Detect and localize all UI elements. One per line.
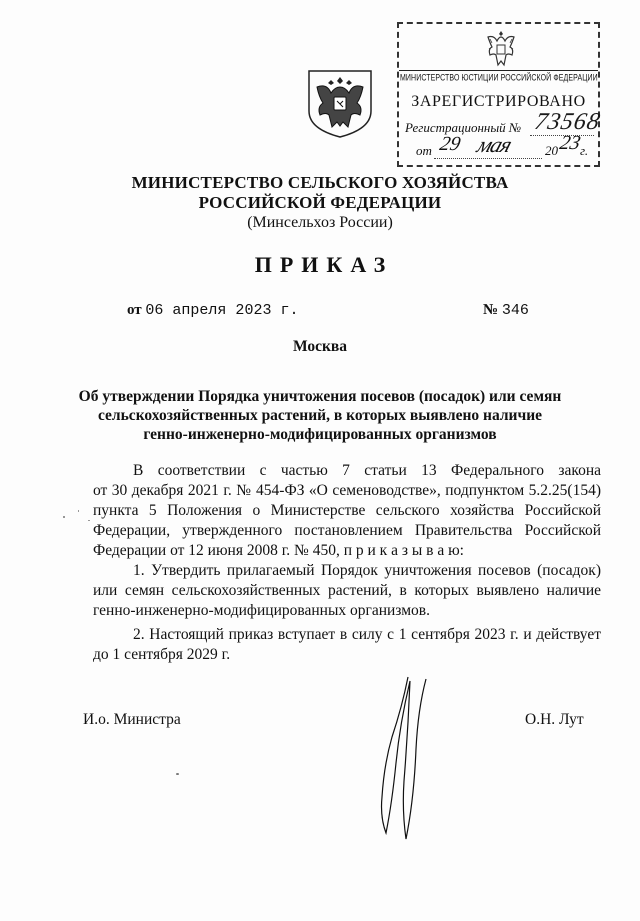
- order-number: [483, 302, 529, 319]
- body-line: генно-инженерно-модифицированных организмов.: [93, 602, 430, 619]
- body-line: В соответствии с частью 7 статьи 13 Федерального закона: [133, 462, 601, 479]
- body-line: 2. Настоящий приказ вступает в силу с 1 сентября 2023 г. и действует: [133, 626, 601, 643]
- stamp-divider: [399, 70, 598, 71]
- scan-speck: [88, 520, 90, 521]
- stamp-date-month: мая: [474, 132, 515, 157]
- stamp-dotted-line: [434, 158, 542, 159]
- stamp-date-suffix: г.: [580, 143, 589, 158]
- body-line: от 30 декабря 2021 г. № 454-ФЗ «О семеноводстве», подпунктом 5.2.25(154): [93, 482, 601, 499]
- body-line: до 1 сентября 2029 г.: [93, 646, 231, 663]
- body-line: пункта 5 Положения о Министерстве сельского хозяйства Российской: [93, 502, 601, 519]
- body-text: Федерации от 12 июня 2008 г. № 450,: [93, 542, 344, 559]
- body-line: [93, 542, 464, 560]
- scan-speck: [176, 773, 179, 775]
- title-line: сельскохозяйственных растений, в которых выявлено наличие: [97, 407, 543, 424]
- body-line: Федерации, утвержденного постановлением Правительства Российской: [93, 522, 601, 539]
- ministry-name-line1: МИНИСТЕРСТВО СЕЛЬСКОГО ХОЗЯЙСТВА: [131, 173, 509, 192]
- ministry-name-line2: РОССИЙСКОЙ ФЕДЕРАЦИИ: [198, 193, 442, 212]
- scan-speck: [63, 516, 65, 518]
- body-text-spaced: п р и к а з ы в а ю:: [343, 542, 464, 559]
- stamp-date-year-suffix: 23: [557, 132, 583, 154]
- document-type: ПРИКАЗ: [254, 252, 394, 277]
- stamp-regnum-value: 73568: [532, 109, 603, 135]
- handwritten-signature-icon: [368, 673, 438, 843]
- stamp-date-day: 29: [437, 133, 463, 155]
- signatory-name: О.Н. Лут: [525, 711, 584, 728]
- order-number-value: 346: [501, 302, 529, 319]
- order-date: [127, 302, 298, 319]
- body-line: 1. Утвердить прилагаемый Порядок уничтожения посевов (посадок): [133, 562, 601, 579]
- title-line: Об утверждении Порядка уничтожения посевов (посадок) или семян: [78, 388, 562, 405]
- ministry-short-name: (Минсельхоз России): [247, 214, 393, 231]
- order-number-label: №: [483, 302, 499, 318]
- stamp-date-prefix: от: [416, 143, 432, 158]
- order-date-label: от: [127, 302, 142, 318]
- scan-speck: [78, 510, 79, 512]
- stamp-date-year-prefix: 20: [545, 143, 558, 158]
- title-line: генно-инженерно-модифицированных организмов: [143, 426, 497, 443]
- city: Москва: [292, 338, 348, 355]
- stamp-coat-of-arms-icon: [480, 27, 522, 71]
- stamp-status: ЗАРЕГИСТРИРОВАНО: [411, 93, 586, 110]
- signatory-role: И.о. Министра: [83, 711, 181, 728]
- body-line: или семян сельскохозяйственных растений, в которых выявлено наличие: [93, 582, 601, 599]
- order-date-value: 06 апреля 2023 г.: [145, 302, 299, 319]
- coat-of-arms-icon: [305, 67, 375, 139]
- stamp-regnum-label: Регистрационный №: [405, 120, 522, 135]
- stamp-ministry-name: МИНИСТЕРСТВО ЮСТИЦИИ РОССИЙСКОЙ ФЕДЕРАЦИИ: [400, 74, 598, 84]
